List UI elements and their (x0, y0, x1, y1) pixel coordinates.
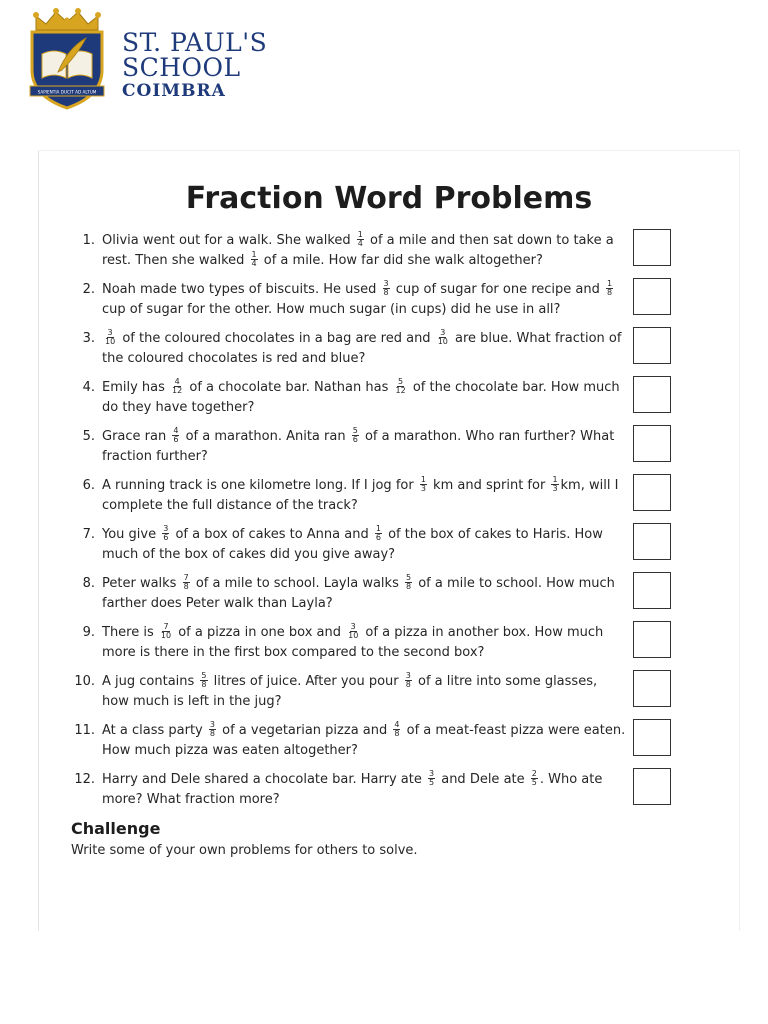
school-crest-logo (28, 8, 106, 112)
problem-number: 3. (82, 331, 95, 346)
problem-number: 7. (82, 527, 95, 542)
problem-text: There is $\frac{7}{10}$ of a pizza in one box and $\frac{3}{10}$ of a pizza in another box. How much more is there in the first box compared to the second box? (102, 622, 604, 660)
fraction-numerator: 7 (163, 622, 169, 631)
fraction (531, 770, 538, 787)
problem-number: 9. (82, 625, 95, 640)
fraction-numerator: 1 (357, 230, 363, 239)
fraction (393, 721, 400, 738)
fraction-numerator: 1 (607, 279, 613, 288)
fraction-denominator: 8 (394, 729, 400, 738)
problem-item (69, 719, 709, 765)
fraction-denominator: 10 (348, 631, 359, 640)
fraction-denominator: 5 (429, 778, 435, 787)
problem-item (69, 768, 709, 814)
problem-item (69, 327, 709, 373)
fraction (251, 251, 258, 268)
school-name-line1: ST. PAUL'S (122, 28, 268, 57)
fraction (104, 329, 116, 346)
problem-number: 1. (82, 233, 95, 248)
fraction-numerator: 3 (429, 769, 435, 778)
fraction (420, 476, 427, 493)
fraction-denominator: 8 (201, 680, 207, 689)
fraction (209, 721, 216, 738)
problem-number: 4. (82, 380, 95, 395)
fraction (183, 574, 190, 591)
problem-text: Emily has $\frac{4}{12}$ of a chocolate bar. Nathan has $\frac{5}{12}$ of the chocolate bar. How much do they have together? (102, 377, 620, 415)
problem-text: A running track is one kilometre long. If I jog for $\frac{1}{3}$ km and sprint for $\frac{1}{3}$ km, will I complete the full distance of the track? (102, 475, 619, 513)
fraction-denominator: 6 (173, 435, 179, 444)
problem-text: Olivia went out for a walk. She walked $\frac{1}{4}$ of a mile and then sat down to take a rest. Then she walked $\frac{1}{4}$ of a mile. How far did she walk altogether? (102, 230, 614, 268)
fraction-numerator: 5 (405, 573, 412, 582)
fraction-denominator: 10 (160, 631, 172, 640)
problem-number: 5. (82, 429, 95, 444)
problem-number: 12. (74, 772, 95, 787)
fraction-numerator: 5 (398, 377, 404, 386)
problem-item (69, 278, 709, 324)
fraction (172, 427, 179, 444)
fraction-numerator: 1 (420, 475, 426, 484)
fraction (405, 574, 412, 591)
problem-text: You give $\frac{3}{6}$ of a box of cakes to Anna and $\frac{1}{6}$ of the box of cakes to Haris. How much of the box of cakes did you give away? (102, 524, 603, 562)
crown-icon (33, 8, 101, 30)
fraction (395, 378, 407, 395)
worksheet-title: Fraction Word Problems (185, 181, 593, 216)
fraction (405, 672, 412, 689)
fraction-numerator: 1 (552, 475, 558, 484)
fraction-denominator: 6 (352, 435, 358, 444)
fraction-denominator: 12 (172, 386, 183, 395)
fraction-denominator: 8 (405, 582, 412, 591)
fraction-denominator: 5 (531, 778, 537, 787)
problem-item (69, 376, 709, 422)
fraction-numerator: 2 (531, 769, 537, 778)
problem-number: 11. (74, 723, 95, 738)
worksheet-panel (38, 150, 740, 931)
fraction-denominator: 6 (375, 533, 381, 542)
fraction-numerator: 5 (201, 671, 207, 680)
problem-number: 10. (74, 674, 95, 689)
answer-checkbox[interactable] (633, 376, 671, 413)
problem-text: $\frac{3}{10}$ of the coloured chocolates in a bag are red and $\frac{3}{10}$ are blue. What fraction of the coloured chocolates is red and blue? (102, 328, 622, 366)
answer-checkbox[interactable] (633, 572, 671, 609)
problem-text: Harry and Dele shared a chocolate bar. Harry ate $\frac{3}{5}$ and Dele ate $\frac{2}{5}$ . Who ate more? What fraction more? (102, 769, 603, 807)
problem-text: At a class party $\frac{3}{8}$ of a vegetarian pizza and $\frac{4}{8}$ of a meat-feast pizza were eaten. How much pizza was eaten altogether? (102, 720, 626, 758)
challenge-heading: Challenge (71, 819, 161, 838)
fraction-numerator: 3 (209, 720, 215, 729)
fraction-denominator: 4 (251, 258, 257, 268)
fraction (162, 525, 169, 542)
fraction (383, 280, 390, 297)
answer-checkbox[interactable] (633, 719, 671, 756)
fraction-numerator: 1 (375, 524, 381, 533)
fraction-denominator: 8 (405, 680, 411, 689)
fraction (357, 231, 364, 248)
fraction (347, 623, 359, 640)
fraction-denominator: 10 (105, 337, 116, 346)
fraction (551, 476, 558, 493)
school-name-line2: SCHOOL (122, 53, 241, 82)
problem-item (69, 425, 709, 471)
motto-text: SAPIENTIA DUCIT AD ALTUM (37, 89, 97, 95)
school-name (122, 30, 267, 100)
problem-item (69, 229, 709, 275)
school-name-line3: COIMBRA (122, 81, 226, 101)
fraction-denominator: 8 (209, 729, 215, 738)
fraction-denominator: 4 (357, 239, 363, 248)
answer-checkbox[interactable] (633, 229, 671, 266)
answer-checkbox[interactable] (633, 670, 671, 707)
fraction-numerator: 3 (350, 622, 356, 631)
answer-checkbox[interactable] (633, 621, 671, 658)
fraction-denominator: 12 (395, 386, 406, 395)
problem-number: 2. (82, 282, 95, 297)
fraction-denominator: 6 (163, 533, 169, 542)
answer-checkbox[interactable] (633, 278, 671, 315)
fraction (200, 672, 207, 689)
challenge-text: Write some of your own problems for others to solve. (71, 843, 418, 858)
fraction-numerator: 7 (183, 573, 189, 582)
fraction-numerator: 5 (352, 426, 358, 435)
problem-item (69, 523, 709, 569)
fraction (606, 280, 613, 297)
fraction-denominator: 8 (607, 288, 613, 297)
fraction-numerator: 3 (163, 524, 169, 533)
fraction-numerator: 4 (394, 720, 400, 729)
answer-checkbox[interactable] (633, 523, 671, 560)
problem-text: Grace ran $\frac{4}{6}$ of a marathon. Anita ran $\frac{5}{6}$ of a marathon. Who ran further? What fraction further? (102, 426, 615, 464)
problem-text: A jug contains $\frac{5}{8}$ litres of juice. After you pour $\frac{3}{8}$ of a litre into some glasses, how much is left in the jug? (102, 671, 598, 709)
fraction-denominator: 8 (383, 288, 389, 297)
answer-checkbox[interactable] (633, 327, 671, 364)
problem-item (69, 621, 709, 667)
fraction-denominator: 8 (183, 582, 189, 591)
problem-text: Peter walks $\frac{7}{8}$ of a mile to school. Layla walks $\frac{5}{8}$ of a mile to school. How much farther does Peter walk than Layla? (102, 573, 615, 611)
problem-number: 8. (82, 576, 95, 591)
fraction (437, 329, 449, 346)
fraction (160, 623, 172, 640)
fraction-denominator: 3 (552, 484, 558, 493)
fraction-numerator: 1 (251, 249, 257, 259)
fraction-numerator: 4 (173, 426, 179, 435)
problem-item (69, 670, 709, 716)
answer-checkbox[interactable] (633, 425, 671, 462)
problem-text: Noah made two types of biscuits. He used $\frac{3}{8}$ cup of sugar for one recipe and $\frac{1}{8}$ cup of sugar for the other. How much sugar (in cups) did he use in all? (102, 279, 613, 317)
fraction-numerator: 3 (405, 671, 411, 680)
fraction (171, 378, 183, 395)
fraction-numerator: 3 (107, 328, 113, 337)
answer-checkbox[interactable] (633, 768, 671, 805)
fraction (428, 770, 435, 787)
fraction (352, 427, 359, 444)
fraction-denominator: 3 (420, 484, 426, 493)
fraction (375, 525, 382, 542)
fraction-numerator: 3 (383, 279, 389, 288)
fraction-numerator: 3 (440, 328, 446, 337)
answer-checkbox[interactable] (633, 474, 671, 511)
problem-item (69, 572, 709, 618)
problem-item (69, 474, 709, 520)
fraction-denominator: 10 (437, 337, 448, 346)
problem-number: 6. (82, 478, 95, 493)
fraction-numerator: 4 (174, 377, 180, 386)
